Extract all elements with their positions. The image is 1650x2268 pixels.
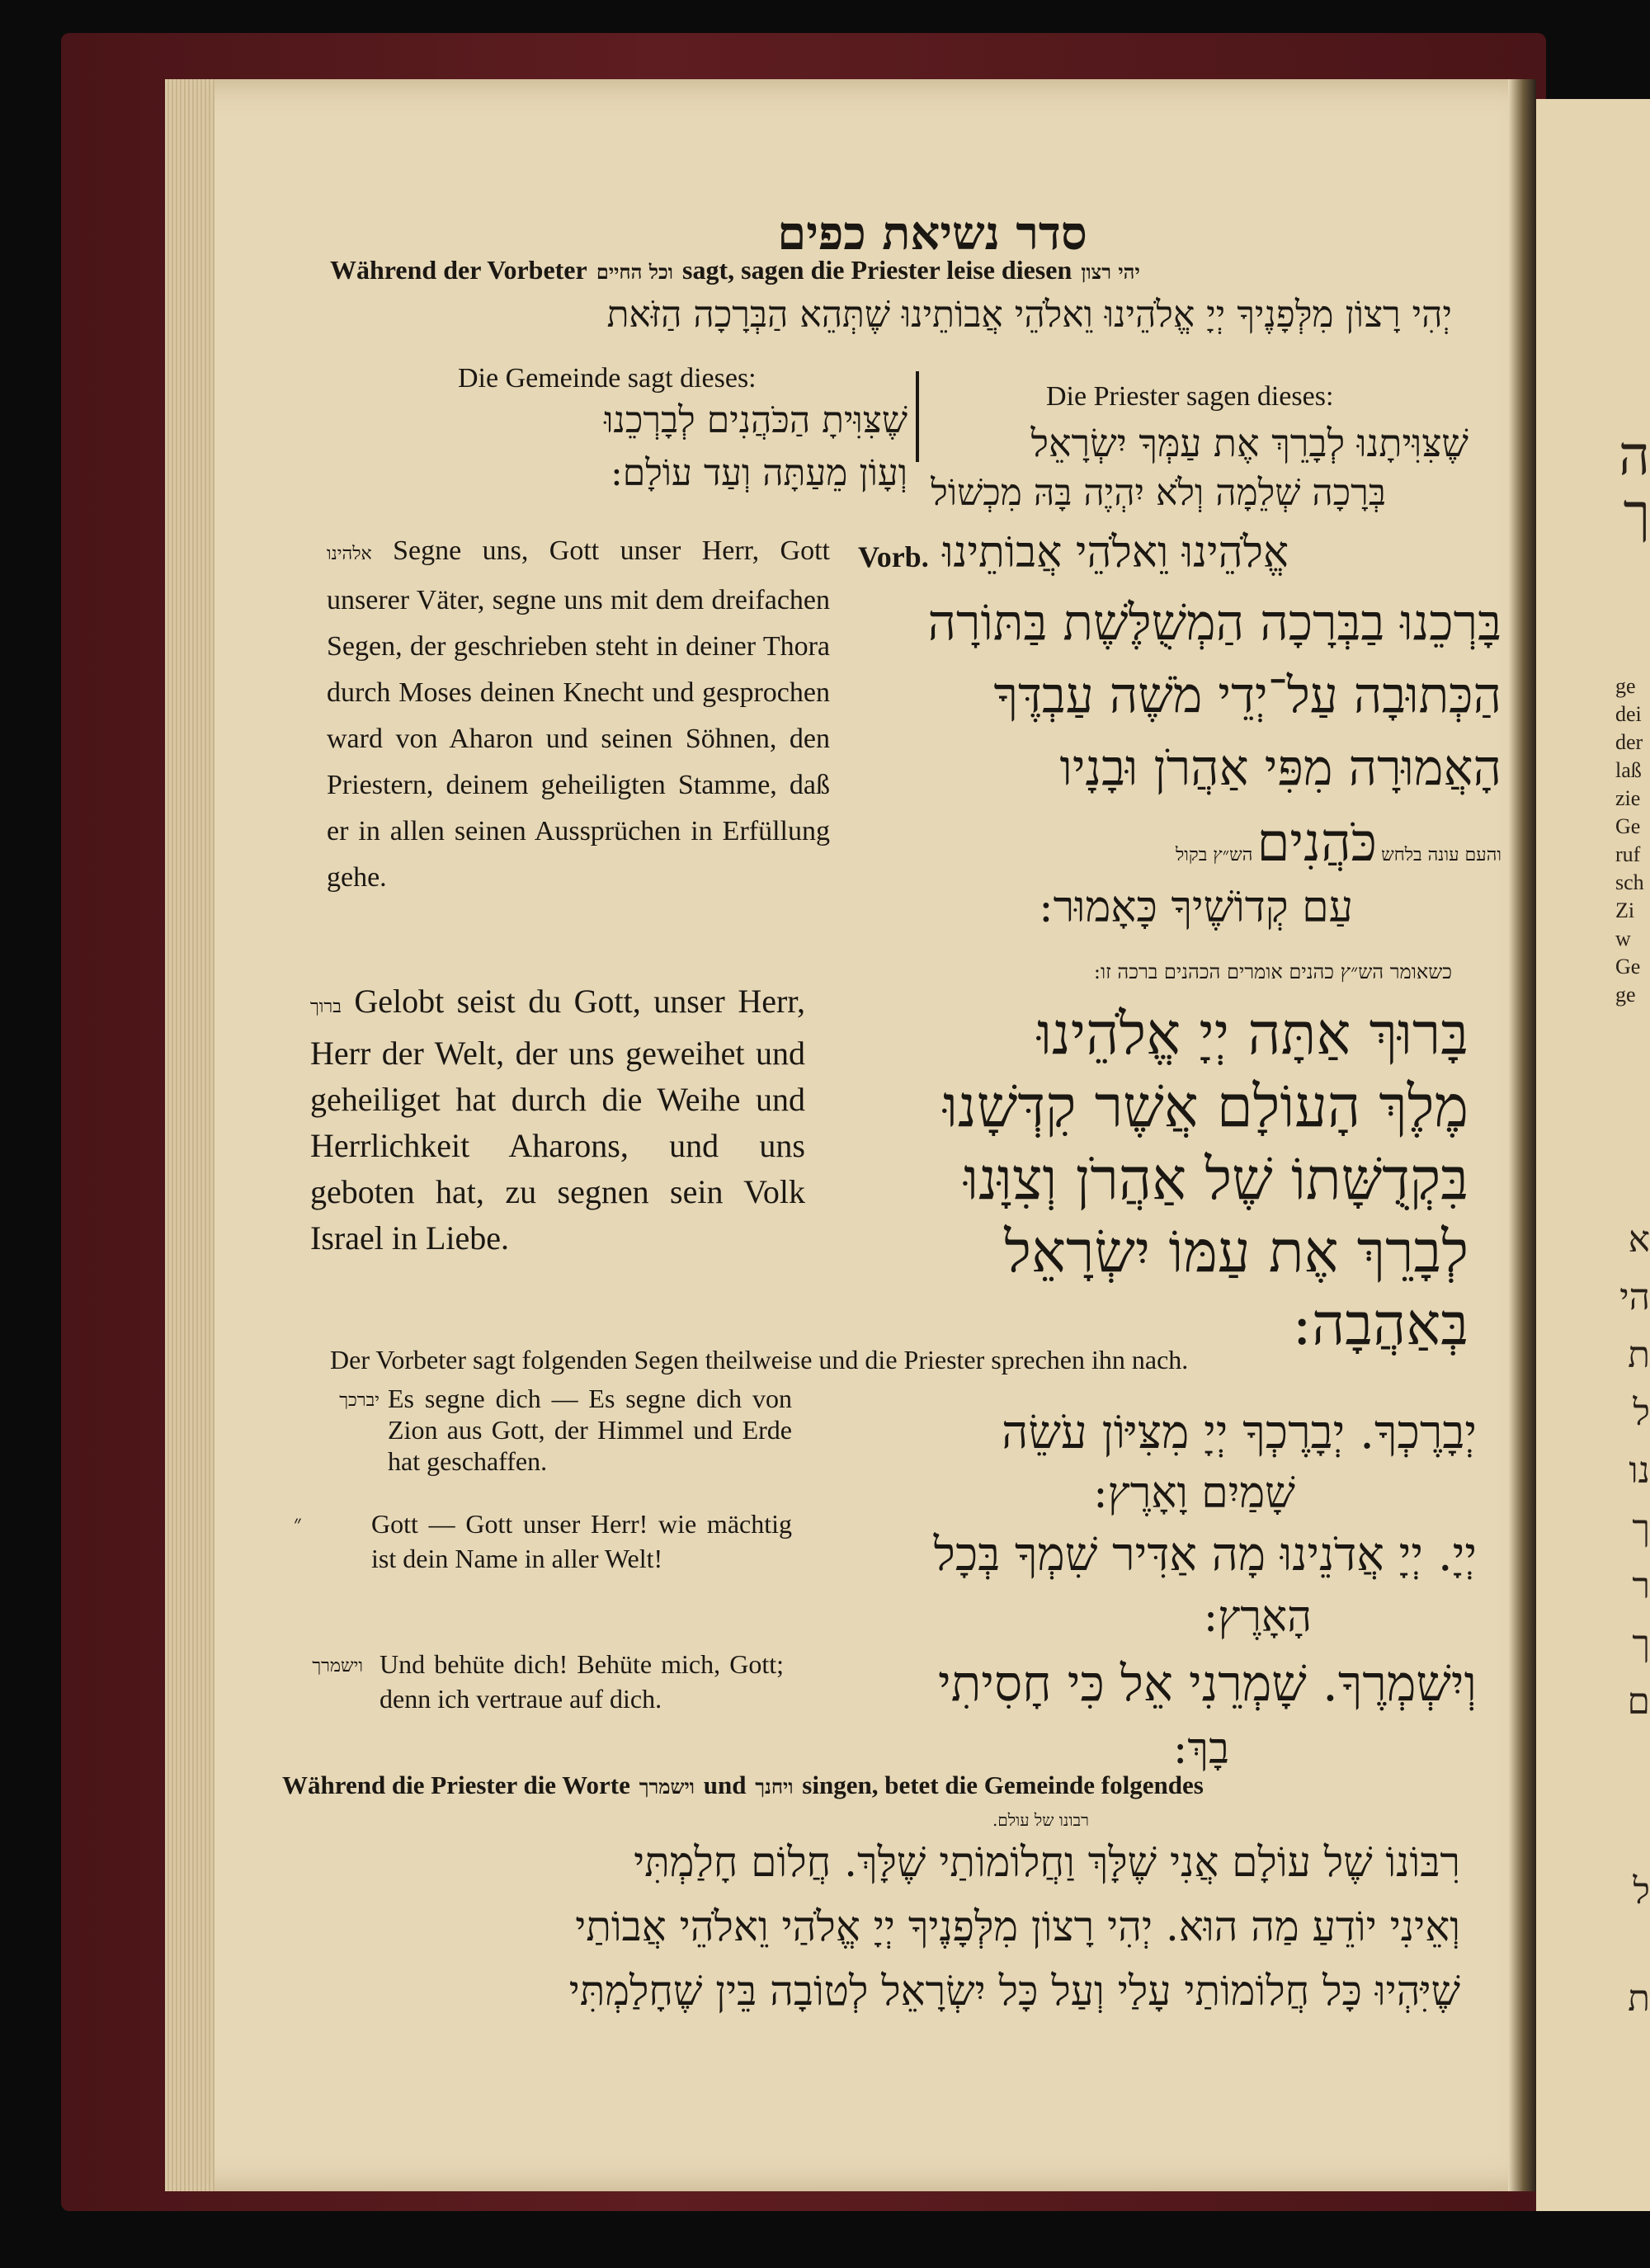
intro-rubric-text: Während der Vorbeter: [330, 255, 587, 285]
facing-german: zie: [1615, 786, 1641, 810]
segen-marker: יברכך: [339, 1390, 380, 1411]
priests-line: שֶׁצִּוִּיתָנוּ לְבָרֵךְ אֶת עַמְּךָ יִשְׂרָאֵל: [1030, 421, 1468, 465]
page-edges: [165, 79, 214, 2191]
book-gutter: [1508, 79, 1536, 2191]
congregation-heading: Die Gemeinde sagt dieses:: [458, 363, 757, 394]
intro-rubric-hebrew: וכל החיים: [596, 260, 673, 284]
segen-hebrew-line: שָׁמַיִם וָאָרֶץ:: [1093, 1469, 1295, 1518]
segen-hebrew-line: יְבָרֶכְךָ. יְבָרֶכְךָ יְיָ מִצִּיּוֹן עֹשֵׂה: [1002, 1406, 1477, 1459]
ribono-line: שֶׁיִּהְיוּ כָּל חֲלוֹמוֹתַי עָלַי וְעַל כָּל יִשְׂרָאֵל לְטוֹבָה בֵּין שֶׁחָלַמְתִּי: [568, 1967, 1460, 2015]
facing-hebrew: ת: [1628, 1978, 1650, 2020]
facing-hebrew: ת: [1628, 1334, 1650, 1376]
facing-hebrew: ם: [1627, 1681, 1650, 1723]
translation-gelobt: [310, 978, 805, 1261]
translation-marker: אלהינו: [327, 544, 372, 564]
facing-german: laß: [1615, 758, 1642, 782]
facing-german: dei: [1615, 702, 1642, 726]
segen-translation: Es segne dich — Es segne dich von Zion aus Gott, der Himmel und Erde hat geschaffen.: [388, 1384, 792, 1476]
beracha-line: בִּקְדֻשָּׁתוֹ שֶׁל אַהֲרֹן וְצִוָּנוּ: [964, 1145, 1468, 1213]
vorbeter-line: [858, 528, 1419, 578]
facing-german: sch: [1615, 870, 1644, 894]
facing-hebrew: ל: [1633, 1392, 1650, 1434]
facing-german: ge: [1615, 674, 1636, 698]
facing-hebrew: הי: [1619, 1276, 1650, 1318]
segen-translation: Gott — Gott unser Herr! wie mächtig ist dein Name in aller Welt!: [371, 1509, 792, 1573]
rubric-bottom-text: Während die Priester die Worte: [282, 1771, 630, 1799]
facing-german: Ge: [1615, 955, 1641, 978]
vorbeter-line: עַם קְדוֹשֶׁיךָ כָּאָמוּר:: [1039, 883, 1353, 932]
rubric-bottom: [282, 1771, 1454, 1800]
facing-hebrew: ה: [1619, 424, 1650, 488]
beracha-line: בְּאַהֲבָה:: [1292, 1290, 1468, 1358]
facing-hebrew: ך: [1632, 1623, 1650, 1665]
facing-german: Ge: [1615, 814, 1641, 838]
facing-page: [1536, 99, 1650, 2211]
facing-german: w: [1615, 927, 1631, 950]
facing-hebrew: נו: [1629, 1450, 1650, 1492]
intro-rubric: [330, 254, 1452, 285]
congregation-line: וְעָוֹן מֵעַתָּה וְעַד עוֹלָם:: [610, 452, 908, 494]
vorbeter-line: הַכְּתוּבָה עַל־יְדֵי מֹשֶׁה עַבְדֶּךָ: [993, 667, 1502, 724]
rubric-bottom-text: und: [703, 1771, 747, 1799]
facing-german: der: [1615, 730, 1643, 754]
rubric-bottom-hebrew: רבונו של עולם.: [992, 1810, 1089, 1830]
segen-hebrew-line: יְיָ. יְיָ אֲדֹנֵינוּ מָה אַדִּיר שִׁמְךָ בְּכָל: [933, 1528, 1477, 1582]
intro-rubric-hebrew: יהי רצון: [1081, 260, 1140, 284]
segen-hebrew-line: בָךְ:: [1172, 1724, 1229, 1774]
kohanim-word: כֹּהֲנִים: [1256, 813, 1378, 874]
vorbeter-line: בָּרְכֵנוּ בַבְּרָכָה הַמְשֻׁלֶּשֶׁת בַּתּוֹרָה: [927, 594, 1502, 652]
segen-hebrew-line: הָאָרֶץ:: [1203, 1592, 1312, 1642]
facing-german: ruf: [1615, 842, 1641, 866]
facing-hebrew: ר: [1632, 1565, 1650, 1607]
segen-marker: ״: [294, 1511, 302, 1536]
translation-marker: ברוך: [310, 997, 342, 1017]
priests-line: בְּרָכָה שְׁלֵמָה וְלֹא יִהְיֶה בָּהּ מִכְשׁוֹל: [931, 472, 1386, 514]
facing-hebrew: ל: [1633, 1870, 1650, 1912]
rubric-bottom-text: singen, betet die Gemeinde folgendes: [802, 1771, 1204, 1799]
column-divider: [916, 371, 919, 462]
opening-prayer: יְהִי רָצוֹן מִלְּפָנֶיךָ יְיָ אֱלֹהֵינוּ וֵאלֹהֵי אֲבוֹתֵינוּ שֶׁתְּהֵא הַבְּרָכָה הַזֹּאת: [606, 294, 1452, 336]
translation-text: Gelobt seist du Gott, unser Herr, Herr der Welt, der uns geweihet und geheiliget hat durch die Weihe und Herrlichkeit Aharons, und uns geboten hat, zu segnen sein Volk Israel in Liebe.: [310, 983, 805, 1257]
facing-german: Zi: [1615, 898, 1635, 922]
beracha-line: לְבָרֵךְ אֶת עַמּוֹ יִשְׂרָאֵל: [1004, 1218, 1468, 1285]
priests-heading: Die Priester sagen dieses:: [1046, 381, 1334, 412]
rubric-segen: Der Vorbeter sagt folgenden Segen theilweise und die Priester sprechen ihn nach.: [330, 1345, 1189, 1374]
beracha-line: בָּרוּךְ אַתָּה יְיָ אֱלֹהֵינוּ: [1037, 1000, 1468, 1068]
translation-text: Segne uns, Gott unser Herr, Gott unserer Väter, segne uns mit dem dreifachen Segen, der geschrieben steht in deiner Thora durch Moses deinen Knecht und gesprochen ward von Aharon und seinen Söhnen, den Priestern, deinem geheiligten Stamme, daß er in allen seinen Aussprüchen in Erfüllung gehe.: [327, 535, 830, 893]
congregation-line: שֶׁצִּוִּיתָ הַכֹּהֲנִים לְבָרְכֵנוּ: [604, 399, 908, 441]
translation-segne: [327, 528, 830, 901]
beracha-line: מֶלֶךְ הָעוֹלָם אֲשֶׁר קִדְּשָׁנוּ: [943, 1073, 1468, 1140]
intro-rubric-text: sagt, sagen die Priester leise diesen: [682, 255, 1072, 285]
facing-hebrew: א: [1628, 1219, 1650, 1261]
segen-marker: וישמרך: [312, 1656, 363, 1676]
segen-hebrew-line: וְיִשְׁמְרֶךָ. שָׁמְרֵנִי אֵל כִּי חָסִיתִי: [937, 1655, 1477, 1713]
vorbeter-tag: Vorb.: [858, 540, 929, 573]
rubric-bottom-hebrew: ויחנך: [755, 1775, 794, 1799]
rubric-note: הש״ץ בקול: [1176, 845, 1253, 865]
facing-hebrew: ך: [1632, 1507, 1650, 1549]
ribono-line: וְאֵינִי יוֹדֵעַ מַה הוּא. יְהִי רָצוֹן מִלְּפָנֶיךָ יְיָ אֱלֹהַי וֵאלֹהֵי אֲבוֹתַי: [575, 1903, 1460, 1950]
vorbeter-text: אֱלֹהֵינוּ וֵאלֹהֵי אֲבוֹתֵינוּ: [942, 528, 1289, 578]
facing-hebrew: ך: [1623, 482, 1650, 545]
vorbeter-line: הָאֲמוּרָה מִפִּי אַהֲרֹן וּבָנָיו: [1059, 739, 1502, 797]
rubric-note: והעם עונה בלחש: [1381, 845, 1502, 865]
segen-translation: Und behüte dich! Behüte mich, Gott; denn ich vertraue auf dich.: [380, 1649, 784, 1714]
vorbeter-line: [858, 813, 1502, 874]
rubric-beracha: כשאומר הש״ץ כהנים אומרים הכהנים ברכה זו:: [1093, 960, 1452, 983]
ribono-line: רִבּוֹנוֹ שֶׁל עוֹלָם אֲנִי שֶׁלָּךְ וַחֲלוֹמוֹתַי שֶׁלָּךְ. חֲלוֹם חָלַמְתִּי: [634, 1838, 1460, 1886]
page-title: סדר נשיאת כפים: [777, 206, 1087, 261]
rubric-bottom-hebrew: וישמרך: [639, 1775, 695, 1799]
facing-german: ge: [1615, 983, 1636, 1007]
